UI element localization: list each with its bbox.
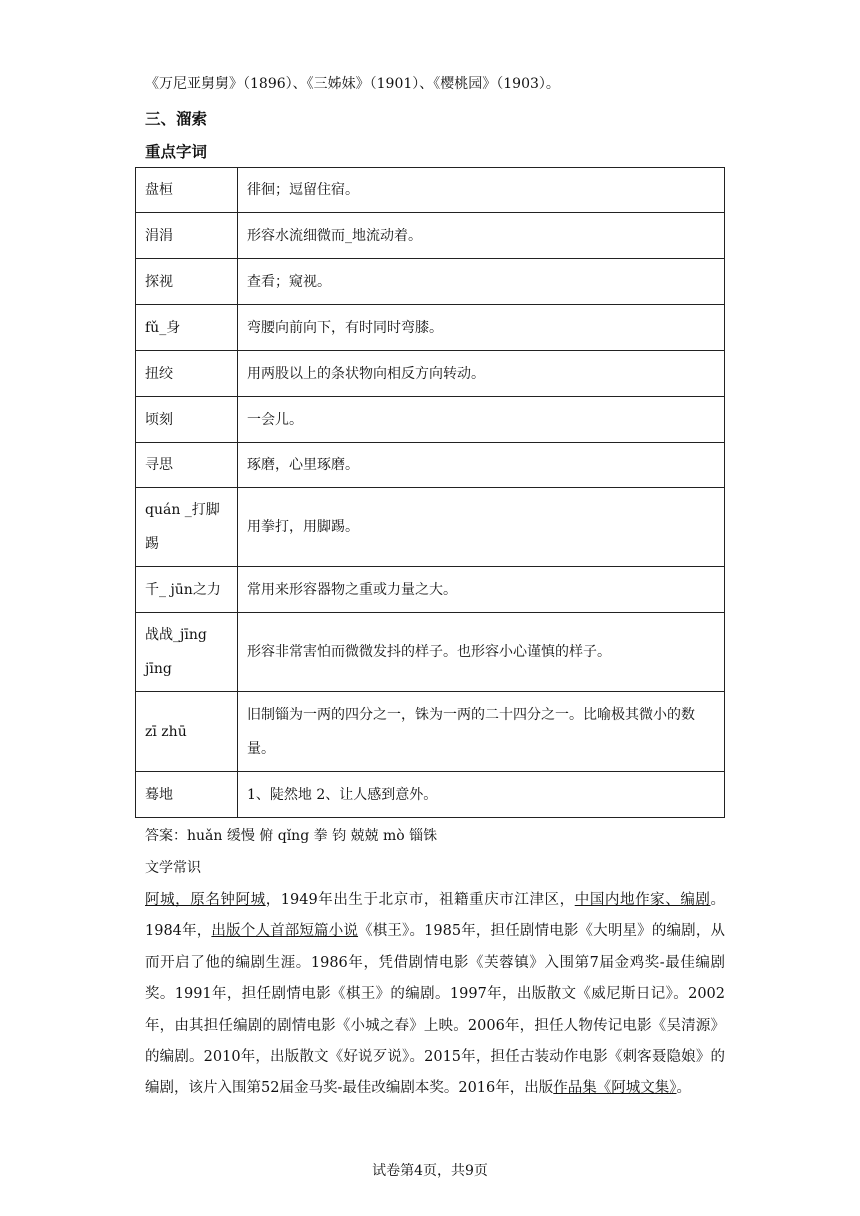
bio-text: ，1949年出生于北京市，祖籍重庆市江津区， (265, 892, 575, 908)
term-cell: quán _打脚踢 (136, 488, 238, 567)
definition-cell: 1、陡然地 2、让人感到意外。 (238, 772, 725, 818)
author-bio-paragraph (145, 885, 725, 1105)
definition-cell: 旧制锱为一两的四分之一，铢为一两的二十四分之一。比喻极其微小的数量。 (238, 692, 725, 772)
definition-cell: 常用来形容器物之重或力量之大。 (238, 567, 725, 613)
underlined-text: 作品集《阿城文集》 (553, 1080, 677, 1097)
term-cell: 战战_jīng jīng (136, 613, 238, 692)
term-cell: 探视 (136, 259, 238, 305)
definition-cell: 形容非常害怕而微微发抖的样子。也形容小心谨慎的样子。 (238, 613, 725, 692)
underlined-text: 阿城，原名钟阿城 (145, 892, 266, 908)
bio-text: 。1984年， (145, 892, 726, 940)
definition-cell: 形容水流细微而_地流动着。 (238, 213, 725, 259)
answer-line: 答案：huǎn 缓慢 俯 qǐng 拳 钧 兢兢 mò 锱铢 (145, 828, 438, 844)
definition-cell: 琢磨，心里琢磨。 (238, 443, 725, 488)
underlined-text: 出版个人首部短篇小说 (211, 923, 359, 940)
table-row (136, 443, 725, 488)
term-cell: 扭绞 (136, 351, 238, 397)
table-row (136, 692, 725, 772)
table-row (136, 213, 725, 259)
key-words-heading: 重点字词 (145, 142, 208, 161)
table-row (136, 772, 725, 818)
underlined-text: 中国内地作家、编剧 (574, 892, 711, 908)
term-cell: 寻思 (136, 443, 238, 488)
section-heading: 三、溜索 (145, 109, 208, 128)
term-cell: 涓涓 (136, 213, 238, 259)
works-line: 《万尼亚舅舅》（1896）、《三姊妹》（1901）、《樱桃园》（1903）。 (145, 76, 560, 92)
table-row (136, 351, 725, 397)
table-row (136, 305, 725, 351)
table-row (136, 397, 725, 443)
term-cell: fǔ_身 (136, 305, 238, 351)
page-footer: 试卷第4页，共9页 (372, 1163, 488, 1179)
definition-cell: 用两股以上的条状物向相反方向转动。 (238, 351, 725, 397)
definition-cell: 弯腰向前向下，有时同时弯膝。 (238, 305, 725, 351)
term-cell: 盘桓 (136, 168, 238, 213)
table-row (136, 488, 725, 567)
term-cell: zī zhū (136, 692, 238, 772)
table-row (136, 168, 725, 213)
table-row (136, 567, 725, 613)
literature-heading: 文学常识 (145, 860, 201, 876)
table-row (136, 259, 725, 305)
term-cell: 顷刻 (136, 397, 238, 443)
bio-text: 。 (676, 1080, 691, 1097)
definition-cell: 徘徊；逗留住宿。 (238, 168, 725, 213)
definition-cell: 一会儿。 (238, 397, 725, 443)
vocab-table (135, 167, 725, 818)
bio-text: 《棋王》。1985年，担任剧情电影《大明星》的编剧，从而开启了他的编剧生涯。1986年，凭借剧情电影《芙蓉镇》入围第7届金鸡奖-最佳编剧奖。1991年，担任剧情电影《棋王》的编剧。1997年，出版散文《威尼斯日记》。2002年，由其担任编剧的剧情电影《小城之春》上映。2006年，担任人物传记电影《吴清源》的编剧。2010年，出版散文《好说歹说》。2015年，担任古装动作电影《刺客聂隐娘》的编剧，该片入围第52届金马奖-最佳改编剧本奖。2016年，出版 (145, 923, 726, 1097)
definition-cell: 查看；窥视。 (238, 259, 725, 305)
term-cell: 千_ jūn之力 (136, 567, 238, 613)
definition-cell: 用拳打，用脚踢。 (238, 488, 725, 567)
table-row (136, 613, 725, 692)
term-cell: 蓦地 (136, 772, 238, 818)
